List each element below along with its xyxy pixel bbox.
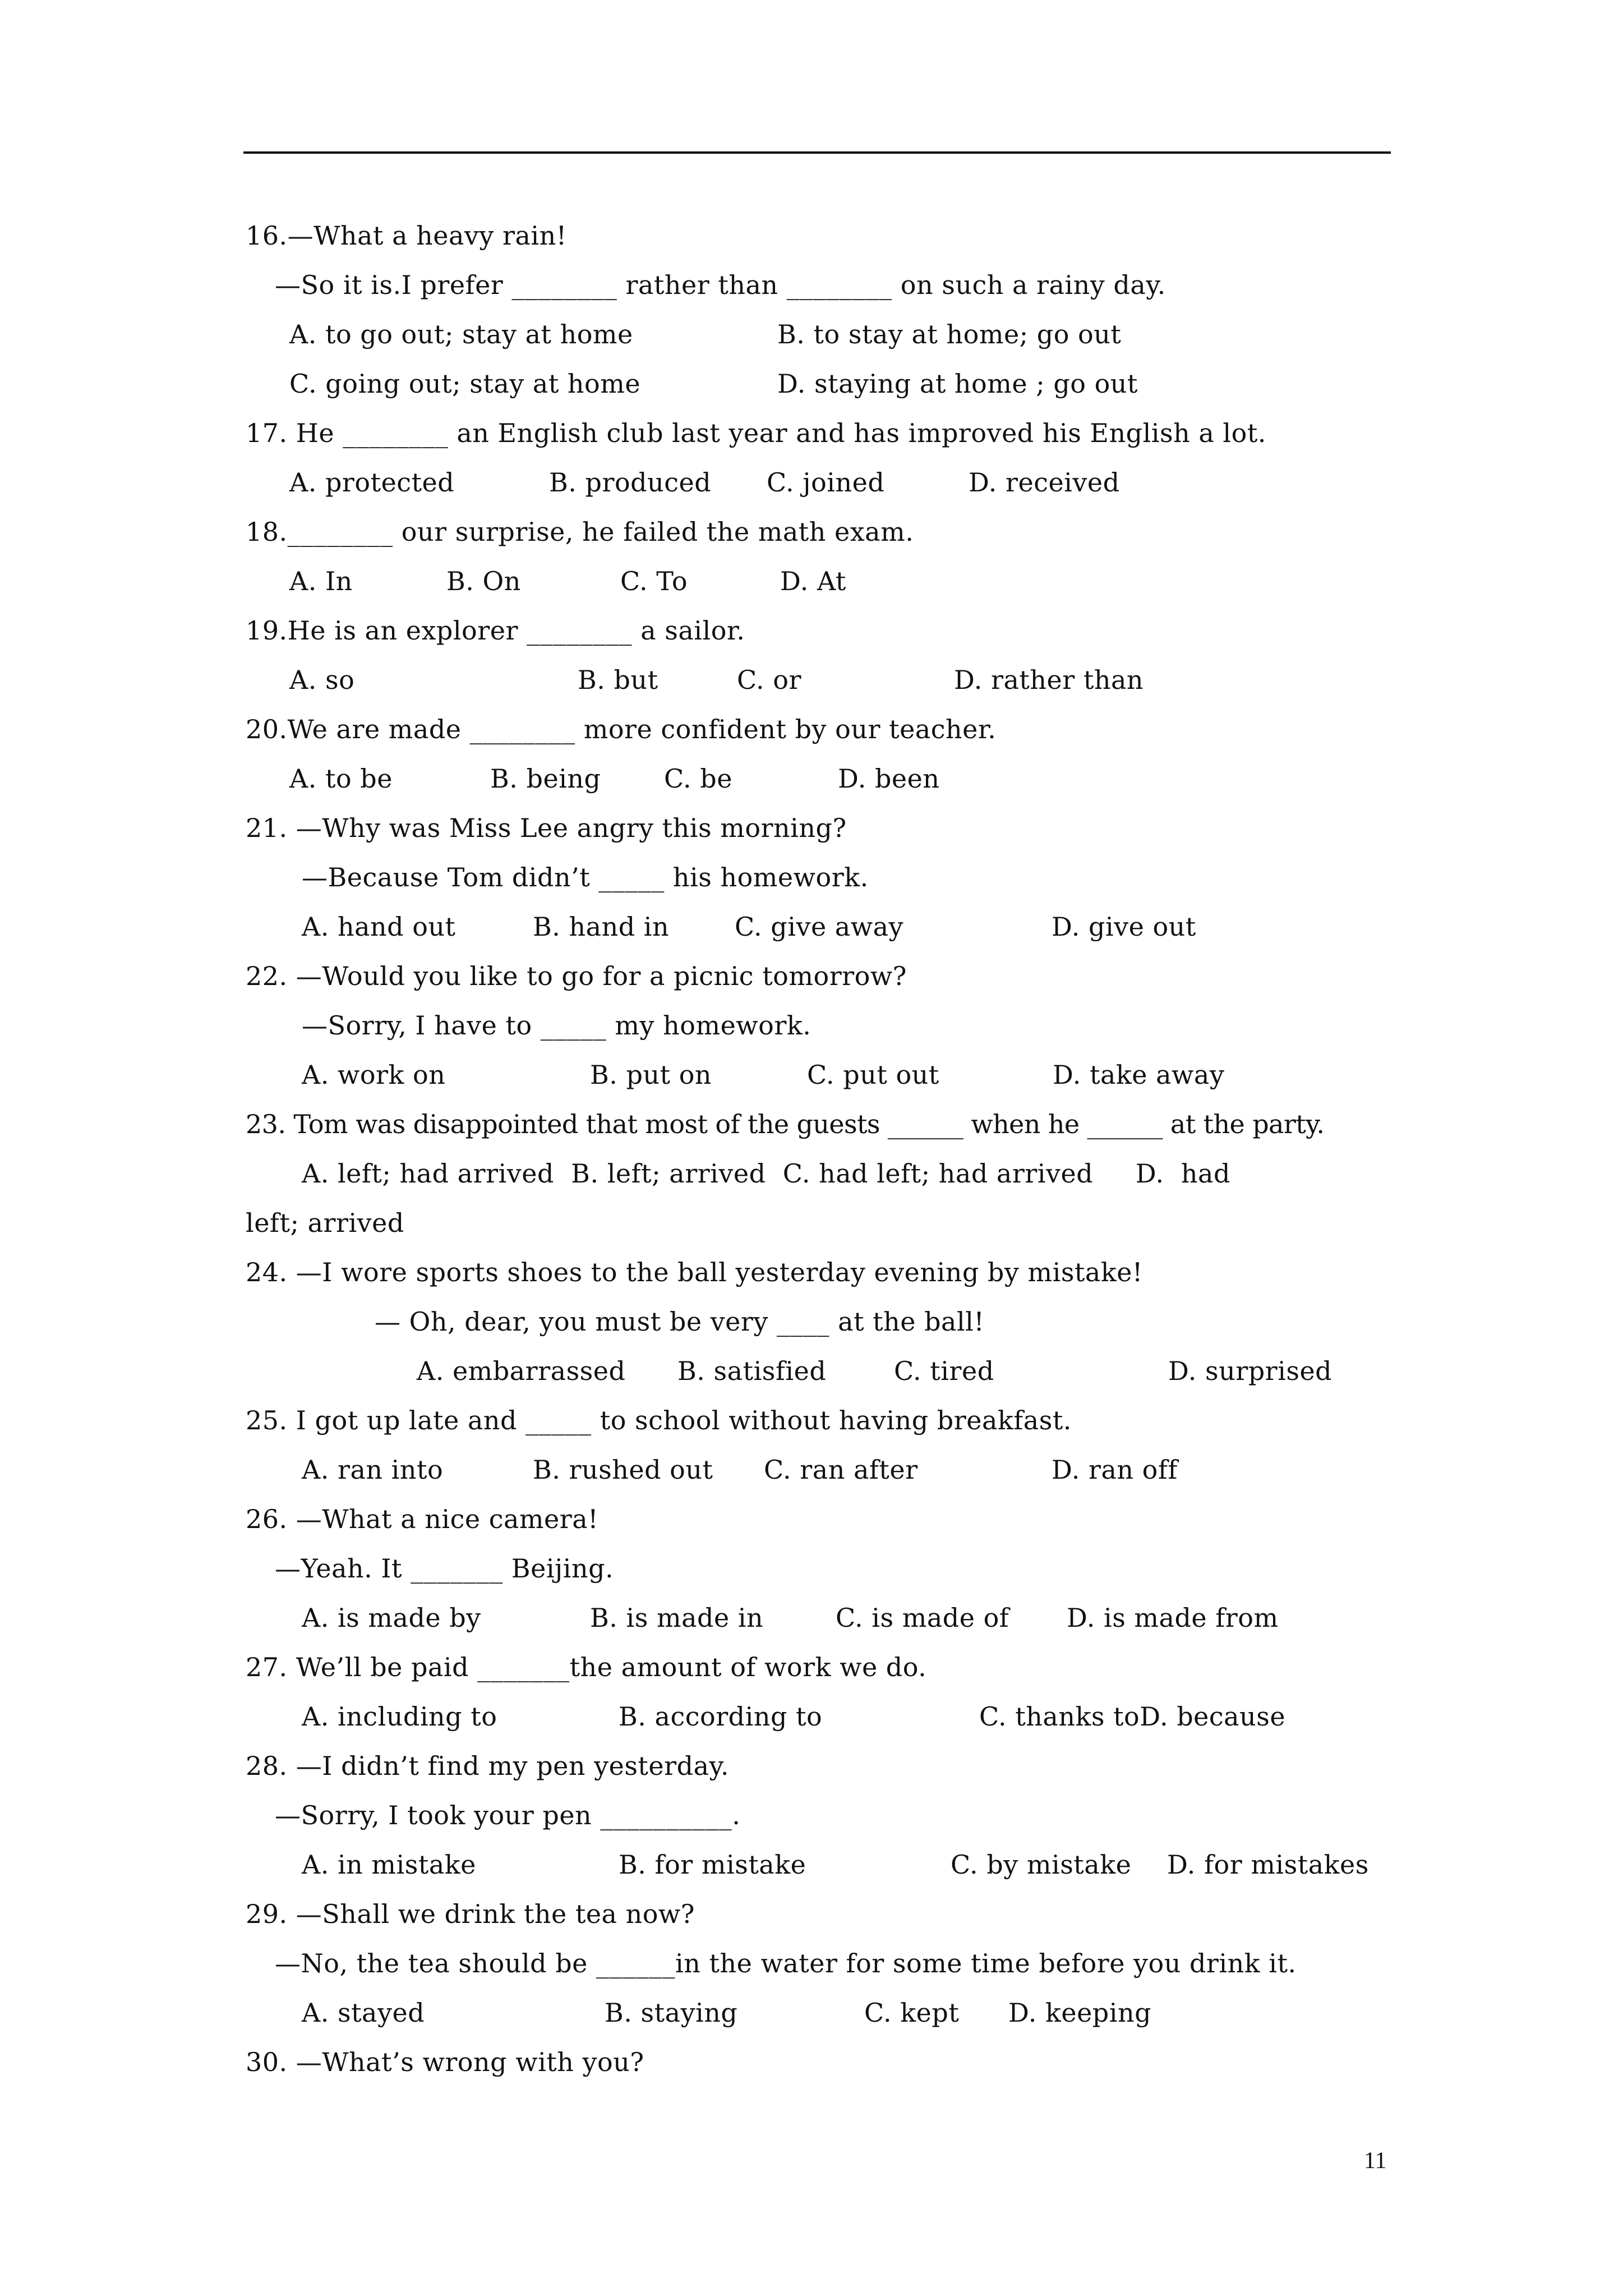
question-20-stem: 20.We are made ________ more confident by our teacher. (246, 714, 997, 744)
option-c: C. is made of (836, 1603, 1009, 1633)
option-b: B. according to (619, 1701, 823, 1732)
question-28-options (246, 1840, 1401, 1889)
question-29-options (246, 1988, 1401, 2037)
option-b: B. rushed out (533, 1455, 713, 1485)
option-a: A. to go out; stay at home (289, 319, 633, 349)
question-18-stem: 18.________ our surprise, he failed the math exam. (246, 517, 914, 547)
option-a: A. ran into (302, 1455, 444, 1485)
question-16-stem: 16.—What a heavy rain! (246, 220, 567, 251)
question-28-stem: 28. —I didn’t find my pen yesterday. (246, 1751, 729, 1781)
question-18-options (246, 556, 1401, 606)
question-26-stem: 26. —What a nice camera! (246, 1504, 599, 1534)
option-c: C. or (737, 665, 801, 695)
question-26-reply: —Yeah. It _______ Beijing. (275, 1553, 614, 1584)
option-d: D. because (1140, 1701, 1286, 1732)
question-26-options (246, 1593, 1401, 1642)
question-29-stem: 29. —Shall we drink the tea now? (246, 1899, 695, 1929)
question-23-options: A. left; had arrived B. left; arrived C. had left; had arrived D. had (302, 1158, 1230, 1189)
option-c: C. by mistake (951, 1849, 1132, 1880)
question-17-options (246, 458, 1401, 507)
question-25-options (246, 1445, 1401, 1494)
question-24-reply: — Oh, dear, you must be very ____ at the ball! (375, 1306, 985, 1337)
option-b: B. to stay at home; go out (777, 319, 1122, 349)
option-a: A. hand out (302, 912, 456, 942)
option-d: D. staying at home ; go out (777, 369, 1138, 399)
option-d: D. keeping (1008, 1998, 1152, 2028)
question-21-reply: —Because Tom didn’t _____ his homework. (302, 862, 869, 892)
option-b: B. staying (605, 1998, 738, 2028)
option-b: B. On (446, 566, 521, 596)
question-22-options (246, 1050, 1401, 1099)
question-25-stem: 25. I got up late and _____ to school without having breakfast. (246, 1405, 1072, 1435)
question-17-stem: 17. He ________ an English club last year and has improved his English a lot. (246, 418, 1266, 448)
option-a: A. is made by (302, 1603, 481, 1633)
option-b: B. produced (549, 467, 712, 498)
question-19-options (246, 655, 1401, 705)
option-a: A. including to (302, 1701, 497, 1732)
question-24-options (246, 1346, 1401, 1396)
question-27-stem: 27. We’ll be paid _______the amount of work we do. (246, 1652, 927, 1682)
option-a: A. to be (289, 763, 393, 794)
option-b: B. for mistake (619, 1849, 806, 1880)
question-23-options-wrap: left; arrived (246, 1208, 404, 1238)
page-number: 11 (1364, 2148, 1387, 2174)
option-a: A. embarrassed (417, 1356, 626, 1386)
option-c: C. thanks to (979, 1701, 1140, 1732)
option-a: A. In (289, 566, 353, 596)
question-24-stem: 24. —I wore sports shoes to the ball yesterday evening by mistake! (246, 1257, 1143, 1287)
question-20-options (246, 754, 1401, 803)
question-22-stem: 22. —Would you like to go for a picnic tomorrow? (246, 961, 907, 991)
option-c: C. be (664, 763, 732, 794)
question-27-options (246, 1692, 1401, 1741)
option-c: C. tired (894, 1356, 994, 1386)
option-c: C. kept (864, 1998, 960, 2028)
question-16-options-row-1 (246, 310, 1401, 359)
question-29-reply: —No, the tea should be ______in the water for some time before you drink it. (275, 1948, 1297, 1978)
option-a: A. stayed (302, 1998, 425, 2028)
option-d: D. been (838, 763, 940, 794)
option-a: A. so (289, 665, 355, 695)
question-list (246, 211, 1401, 2087)
question-22-reply: —Sorry, I have to _____ my homework. (302, 1010, 811, 1041)
question-16-options-row-2 (246, 359, 1401, 408)
option-b: B. put on (590, 1060, 712, 1090)
option-d: D. give out (1052, 912, 1196, 942)
option-d: D. for mistakes (1167, 1849, 1369, 1880)
option-b: B. hand in (533, 912, 670, 942)
header-rule (243, 151, 1391, 154)
option-c: C. ran after (764, 1455, 918, 1485)
option-d: D. At (780, 566, 846, 596)
option-b: B. being (490, 763, 601, 794)
option-b: B. satisfied (677, 1356, 827, 1386)
option-d: D. rather than (954, 665, 1144, 695)
option-d: D. take away (1053, 1060, 1225, 1090)
option-c: C. going out; stay at home (289, 369, 641, 399)
option-b: B. but (578, 665, 658, 695)
option-d: D. ran off (1052, 1455, 1178, 1485)
option-b: B. is made in (590, 1603, 764, 1633)
question-21-options (246, 902, 1401, 951)
question-23-stem: 23. Tom was disappointed that most of the guests ______ when he ______ at the party. (246, 1109, 1325, 1139)
question-16-reply: —So it is.I prefer ________ rather than ________ on such a rainy day. (275, 270, 1166, 300)
question-28-reply: —Sorry, I took your pen __________. (275, 1800, 741, 1830)
option-c: C. put out (807, 1060, 939, 1090)
question-19-stem: 19.He is an explorer ________ a sailor. (246, 615, 745, 646)
option-a: A. protected (289, 467, 455, 498)
option-c: C. To (620, 566, 688, 596)
option-d: D. is made from (1067, 1603, 1279, 1633)
option-a: A. work on (302, 1060, 446, 1090)
option-d: D. received (969, 467, 1120, 498)
option-d: D. surprised (1168, 1356, 1332, 1386)
question-21-stem: 21. —Why was Miss Lee angry this morning? (246, 813, 847, 843)
option-c: C. joined (767, 467, 885, 498)
option-c: C. give away (735, 912, 904, 942)
question-30-stem: 30. —What’s wrong with you? (246, 2047, 644, 2077)
option-a: A. in mistake (302, 1849, 476, 1880)
